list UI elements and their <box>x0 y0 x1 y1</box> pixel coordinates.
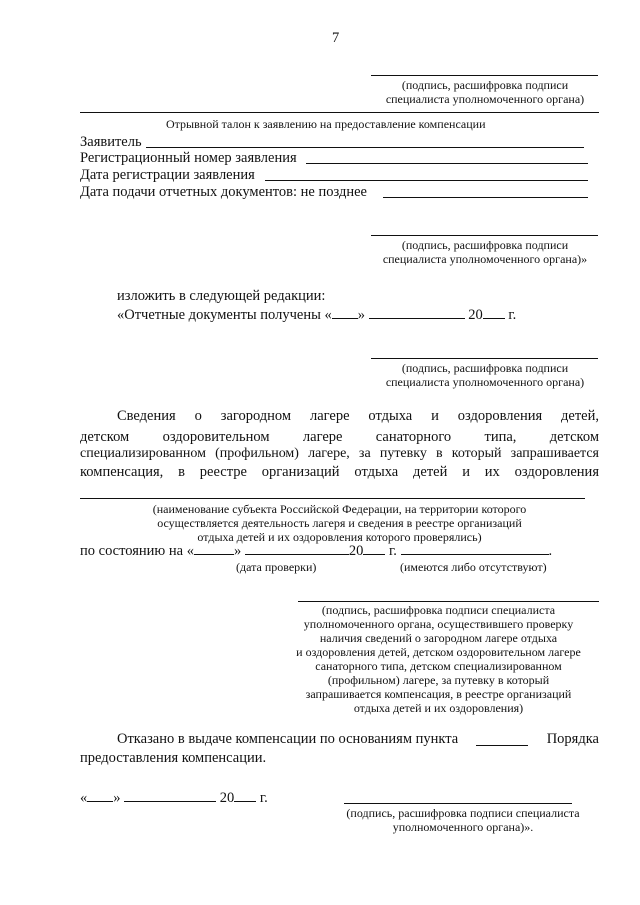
camp-info-line: компенсация, в реестре организаций отдыха детей и их оздоровления <box>80 464 599 480</box>
submit-date-field <box>383 197 588 198</box>
received-line: «Отчетные документы получены « » 20 г. <box>117 307 517 323</box>
signature-caption <box>340 361 630 389</box>
signature-caption-line: (подпись, расшифровка подписи специалиста <box>346 806 580 820</box>
final-date-line: « » 20 г. <box>80 790 268 806</box>
edition-intro: изложить в следующей редакции: <box>117 288 326 304</box>
camp-info-line: детском оздоровительном лагере санаторного типа, детском <box>80 429 599 445</box>
signature-caption-line: (подпись, расшифровка подписи <box>401 361 569 375</box>
signature-caption-line: уполномоченного органа, осуществившего проверку <box>303 617 574 631</box>
date-check-caption: (дата проверки) <box>236 560 317 574</box>
signature-caption-line: запрашивается компенсация, в реестре организаций <box>305 687 572 701</box>
region-caption-line: отдыха детей и их оздоровления которого проверялись) <box>197 530 482 544</box>
signature-caption-line: (подпись, расшифровка подписи <box>401 78 569 92</box>
applicant-field <box>146 147 584 148</box>
reg-date-field <box>265 180 588 181</box>
camp-info-line: специализированном (профильном) лагере, за путевку в который запрашивается <box>80 446 599 461</box>
presence-caption: (имеются либо отсутствуют) <box>400 560 547 574</box>
signature-caption-line: (профильном) лагере, за путевку в который <box>327 673 550 687</box>
signature-caption-line: наличия сведений о загородном лагере отдыха <box>319 631 558 645</box>
region-field <box>80 498 585 499</box>
cut-line <box>80 112 599 113</box>
region-caption-line: осуществляется деятельность лагеря и сведения в реестре организаций <box>157 516 522 530</box>
signature-caption-line: уполномоченного органа)». <box>392 820 534 834</box>
reg-date-label: Дата регистрации заявления <box>80 167 255 183</box>
checker-signature-caption <box>276 603 601 715</box>
signature-caption-line: санаторного типа, детском специализированном <box>315 659 562 673</box>
reg-number-field <box>306 163 588 164</box>
signature-caption <box>340 238 630 266</box>
signature-line <box>298 601 599 602</box>
final-signature-caption <box>318 806 608 834</box>
signature-caption-line: специалиста уполномоченного органа) <box>385 375 585 389</box>
applicant-label: Заявитель <box>80 134 142 150</box>
signature-caption-line: (подпись, расшифровка подписи <box>401 238 569 252</box>
signature-line <box>371 358 598 359</box>
camp-info-line: Сведения о загородном лагере отдыха и оздоровления детей, <box>117 408 599 424</box>
region-caption-line: (наименование субъекта Российской Федерации, на территории которого <box>152 502 527 516</box>
region-caption <box>80 502 599 544</box>
submit-date-label: Дата подачи отчетных документов: не позднее <box>80 184 367 200</box>
signature-line <box>371 75 598 76</box>
signature-caption-line: отдыха детей и их оздоровления) <box>353 701 524 715</box>
signature-caption <box>340 78 630 106</box>
signature-caption-line: специалиста уполномоченного органа) <box>385 92 585 106</box>
refusal-line: Отказано в выдаче компенсации по основаниям пункта Порядка <box>117 731 599 747</box>
signature-caption-line: и оздоровления детей, детском оздоровительном лагере <box>296 645 581 659</box>
coupon-title: Отрывной талон к заявлению на предоставление компенсации <box>166 117 486 131</box>
signature-line <box>371 235 598 236</box>
signature-line <box>344 803 572 804</box>
page-number: 7 <box>332 30 340 46</box>
reg-number-label: Регистрационный номер заявления <box>80 150 297 166</box>
state-date-line: по состоянию на « » 20 г. . <box>80 543 553 559</box>
signature-caption-line: специалиста уполномоченного органа)» <box>382 252 588 266</box>
refusal-line-2: предоставления компенсации. <box>80 750 267 766</box>
signature-caption-line: (подпись, расшифровка подписи специалиста <box>321 603 556 617</box>
